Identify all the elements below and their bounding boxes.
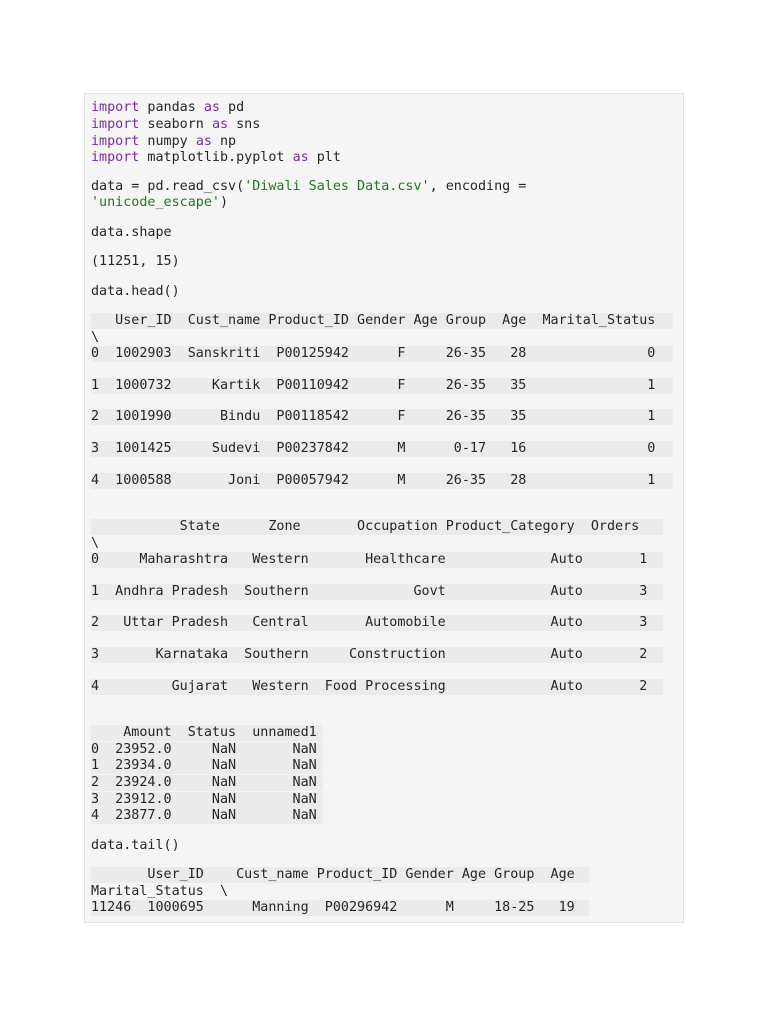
table-row: 1 1000732 Kartik P00110942 F 26-35 35 1 bbox=[91, 378, 673, 394]
module-alias: np bbox=[211, 134, 237, 149]
table1-header: User_ID Cust_name Product_ID Gender Age Group Age Marital_Status bbox=[91, 313, 673, 329]
code-line-import-seaborn bbox=[91, 117, 260, 133]
table-row: 2 1001990 Bindu P00118542 F 26-35 35 1 bbox=[91, 409, 673, 425]
keyword-import: import bbox=[91, 150, 140, 165]
table2-header: State Zone Occupation Product_Category Orders bbox=[91, 519, 663, 535]
module-name: matplotlib.pyplot bbox=[139, 150, 293, 165]
table-row: 2 23924.0 NaN NaN bbox=[91, 775, 323, 791]
module-alias: pd bbox=[220, 100, 245, 115]
keyword-import: import bbox=[91, 134, 140, 149]
table-row: 4 Gujarat Western Food Processing Auto 2 bbox=[91, 679, 663, 695]
table-row: 3 1001425 Sudevi P00237842 M 0-17 16 0 bbox=[91, 441, 673, 457]
module-name: seaborn bbox=[139, 117, 212, 132]
code-line-read-csv bbox=[91, 179, 526, 195]
code-line-read-csv-cont bbox=[91, 195, 228, 211]
code-line-shape: data.shape bbox=[91, 225, 172, 240]
table-row: 1 23934.0 NaN NaN bbox=[91, 758, 323, 774]
code-line-import-matplotlib bbox=[91, 150, 341, 166]
module-name: pandas bbox=[139, 100, 204, 115]
table-row: 4 23877.0 NaN NaN bbox=[91, 808, 323, 824]
table-row: 4 1000588 Joni P00057942 M 26-35 28 1 bbox=[91, 473, 673, 489]
output-shape: (11251, 15) bbox=[91, 254, 180, 269]
keyword-import: import bbox=[91, 100, 140, 115]
table-row: 0 Maharashtra Western Healthcare Auto 1 bbox=[91, 552, 663, 568]
tail-table-header: User_ID Cust_name Product_ID Gender Age Group Age bbox=[91, 867, 589, 883]
table-row: 11246 1000695 Manning P00296942 M 18-25 19 bbox=[91, 900, 589, 916]
keyword-as: as bbox=[203, 100, 220, 115]
table3-header: Amount Status unnamed1 bbox=[91, 725, 323, 741]
table-row: 3 Karnataka Southern Construction Auto 2 bbox=[91, 647, 663, 663]
encoding-string: 'unicode_escape' bbox=[91, 195, 220, 210]
table-row: 1 Andhra Pradesh Southern Govt Auto 3 bbox=[91, 584, 663, 600]
close-paren: ) bbox=[220, 195, 229, 210]
tail-table-header-cont: Marital_Status \ bbox=[91, 884, 229, 899]
table-row: 2 Uttar Pradesh Central Automobile Auto 3 bbox=[91, 615, 663, 631]
table-row: 3 23912.0 NaN NaN bbox=[91, 792, 323, 808]
csv-filename-string: 'Diwali Sales Data.csv' bbox=[244, 179, 430, 194]
module-alias: sns bbox=[228, 117, 261, 132]
table-row: 0 23952.0 NaN NaN bbox=[91, 742, 323, 758]
table2-continuation: \ bbox=[91, 536, 100, 551]
module-name: numpy bbox=[139, 134, 196, 149]
encoding-arg: , encoding = bbox=[429, 179, 527, 194]
code-line-tail: data.tail() bbox=[91, 838, 180, 853]
module-alias: plt bbox=[308, 150, 341, 165]
code-line-head: data.head() bbox=[91, 284, 180, 299]
keyword-as: as bbox=[211, 117, 229, 132]
code-line-import-pandas bbox=[91, 100, 244, 116]
read-csv-call: data = pd.read_csv( bbox=[91, 179, 245, 194]
notebook-output-panel bbox=[84, 93, 684, 923]
code-line-import-numpy bbox=[91, 134, 236, 150]
keyword-import: import bbox=[91, 117, 140, 132]
table-row: 0 1002903 Sanskriti P00125942 F 26-35 28 0 bbox=[91, 346, 673, 362]
table1-continuation: \ bbox=[91, 330, 100, 345]
keyword-as: as bbox=[195, 134, 212, 149]
keyword-as: as bbox=[292, 150, 309, 165]
